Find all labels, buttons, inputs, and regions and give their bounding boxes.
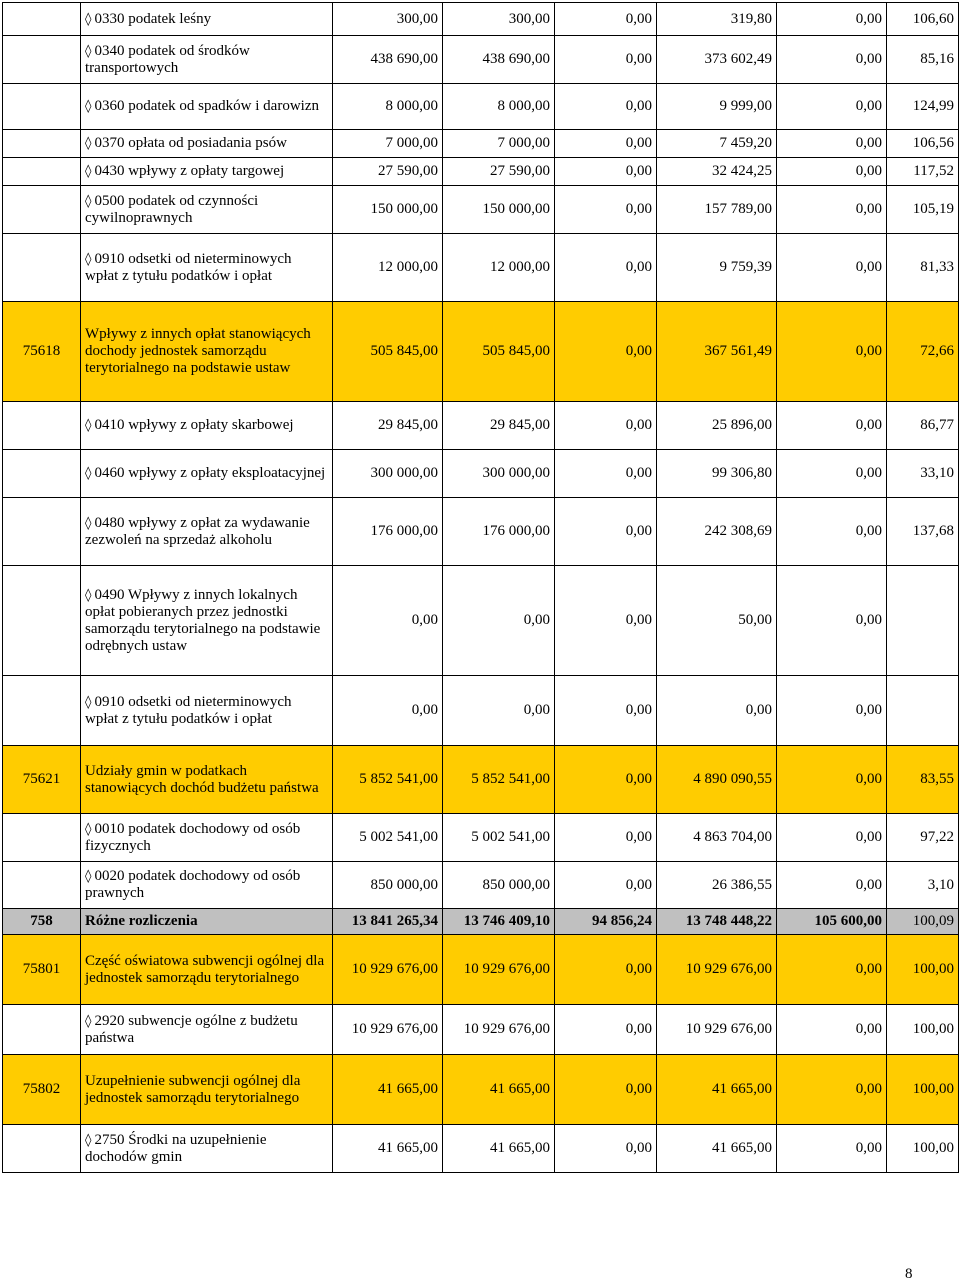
row-name: 2920 subwencje ogólne z budżetu państwa — [85, 1012, 298, 1046]
value-plan-other: 0,00 — [555, 498, 657, 566]
value-exec-other: 0,00 — [777, 3, 887, 36]
value-plan-own: 12 000,00 — [443, 234, 555, 302]
diamond-icon: ◊ — [85, 1132, 92, 1148]
dzial-code: 758 — [3, 909, 81, 935]
row-name: 0910 odsetki od nieterminowych wpłat z tytułu podatków i opłat — [85, 693, 292, 727]
dz-cell — [3, 814, 81, 862]
value-plan: 41 665,00 — [333, 1125, 443, 1173]
diamond-icon: ◊ — [85, 821, 92, 837]
value-plan: 29 845,00 — [333, 402, 443, 450]
value-plan: 176 000,00 — [333, 498, 443, 566]
value-plan-other: 0,00 — [555, 402, 657, 450]
name-cell — [81, 862, 333, 909]
value-exec-other: 0,00 — [777, 862, 887, 909]
diamond-icon: ◊ — [85, 418, 92, 433]
value-exec-other: 0,00 — [777, 234, 887, 302]
value-percent: 97,22 — [887, 814, 959, 862]
value-exec: 25 896,00 — [657, 402, 777, 450]
value-exec-other: 0,00 — [777, 1005, 887, 1055]
subsection-name: Udziały gmin w podatkach stanowiących dochód budżetu państwa — [81, 746, 333, 814]
table-row — [3, 36, 959, 84]
name-cell — [81, 3, 333, 36]
row-name: 0340 podatek od środków transportowych — [85, 42, 250, 76]
value-plan-other: 0,00 — [555, 36, 657, 84]
name-cell — [81, 450, 333, 498]
value-plan: 505 845,00 — [333, 302, 443, 402]
name-cell — [81, 498, 333, 566]
value-exec: 10 929 676,00 — [657, 1005, 777, 1055]
dz-cell — [3, 1125, 81, 1173]
value-exec: 41 665,00 — [657, 1125, 777, 1173]
value-plan: 10 929 676,00 — [333, 1005, 443, 1055]
value-plan-other: 0,00 — [555, 3, 657, 36]
value-exec-other: 0,00 — [777, 566, 887, 676]
value-percent: 137,68 — [887, 498, 959, 566]
value-percent: 124,99 — [887, 84, 959, 130]
row-name: 0010 podatek dochodowy od osób fizycznych — [85, 820, 301, 854]
value-exec: 13 748 448,22 — [657, 909, 777, 935]
value-plan: 8 000,00 — [333, 84, 443, 130]
diamond-icon: ◊ — [85, 869, 92, 884]
name-cell — [81, 186, 333, 234]
name-cell — [81, 36, 333, 84]
diamond-icon: ◊ — [85, 587, 92, 603]
name-cell — [81, 1125, 333, 1173]
dz-cell — [3, 862, 81, 909]
value-plan-other: 0,00 — [555, 234, 657, 302]
value-plan: 300,00 — [333, 3, 443, 36]
name-cell — [81, 130, 333, 158]
subsection-name: Wpływy z innych opłat stanowiących dochody jednostek samorządu terytorialnego na podstawie ustaw — [81, 302, 333, 402]
value-plan-own: 8 000,00 — [443, 84, 555, 130]
value-exec: 4 863 704,00 — [657, 814, 777, 862]
table-row — [3, 3, 959, 36]
value-percent: 72,66 — [887, 302, 959, 402]
value-percent: 117,52 — [887, 158, 959, 186]
value-exec: 0,00 — [657, 676, 777, 746]
value-percent: 83,55 — [887, 746, 959, 814]
value-plan: 10 929 676,00 — [333, 935, 443, 1005]
value-exec-other: 0,00 — [777, 450, 887, 498]
value-percent: 100,09 — [887, 909, 959, 935]
value-plan-other: 0,00 — [555, 1125, 657, 1173]
value-plan-own: 27 590,00 — [443, 158, 555, 186]
rozdzial-code: 75618 — [3, 302, 81, 402]
name-cell — [81, 402, 333, 450]
diamond-icon: ◊ — [85, 11, 92, 27]
name-cell — [81, 676, 333, 746]
table-row — [3, 566, 959, 676]
dz-cell — [3, 186, 81, 234]
dz-cell — [3, 158, 81, 186]
value-plan-other: 0,00 — [555, 814, 657, 862]
value-plan-other: 0,00 — [555, 566, 657, 676]
value-exec-other: 0,00 — [777, 676, 887, 746]
value-plan: 5 852 541,00 — [333, 746, 443, 814]
value-exec: 7 459,20 — [657, 130, 777, 158]
value-plan: 300 000,00 — [333, 450, 443, 498]
value-exec-other: 0,00 — [777, 402, 887, 450]
value-percent: 100,00 — [887, 1005, 959, 1055]
row-name: 0430 wpływy z opłaty targowej — [94, 163, 285, 179]
table-row — [3, 450, 959, 498]
value-plan: 41 665,00 — [333, 1055, 443, 1125]
value-exec: 99 306,80 — [657, 450, 777, 498]
value-plan-own: 0,00 — [443, 676, 555, 746]
table-row — [3, 84, 959, 130]
value-percent: 33,10 — [887, 450, 959, 498]
dz-cell — [3, 36, 81, 84]
diamond-icon: ◊ — [85, 466, 92, 481]
value-plan-other: 0,00 — [555, 84, 657, 130]
diamond-icon: ◊ — [85, 515, 92, 531]
table-row — [3, 186, 959, 234]
diamond-icon: ◊ — [85, 99, 92, 114]
value-exec-other: 0,00 — [777, 1125, 887, 1173]
value-exec-other: 0,00 — [777, 746, 887, 814]
row-name: 0910 odsetki od nieterminowych wpłat z tytułu podatków i opłat — [85, 250, 292, 284]
row-name: 0490 Wpływy z innych lokalnych opłat pobieranych przez jednostki samorządu terytorialnego na podstawie odrębnych ustaw — [85, 586, 321, 654]
table-row — [3, 158, 959, 186]
value-plan-other: 0,00 — [555, 302, 657, 402]
value-percent: 105,19 — [887, 186, 959, 234]
table-row — [3, 498, 959, 566]
value-plan-other: 0,00 — [555, 1005, 657, 1055]
value-exec: 157 789,00 — [657, 186, 777, 234]
value-exec-other: 0,00 — [777, 498, 887, 566]
name-cell — [81, 234, 333, 302]
value-plan: 438 690,00 — [333, 36, 443, 84]
value-plan: 27 590,00 — [333, 158, 443, 186]
value-percent: 3,10 — [887, 862, 959, 909]
value-plan-other: 94 856,24 — [555, 909, 657, 935]
value-plan-other: 0,00 — [555, 186, 657, 234]
diamond-icon: ◊ — [85, 136, 92, 151]
value-exec-other: 0,00 — [777, 1055, 887, 1125]
value-plan-own: 10 929 676,00 — [443, 1005, 555, 1055]
table-row — [3, 676, 959, 746]
value-exec-other: 0,00 — [777, 84, 887, 130]
budget-table — [2, 2, 959, 1173]
dz-cell — [3, 234, 81, 302]
value-exec: 367 561,49 — [657, 302, 777, 402]
value-plan-own: 0,00 — [443, 566, 555, 676]
value-exec-other: 0,00 — [777, 158, 887, 186]
name-cell — [81, 1005, 333, 1055]
dz-cell — [3, 3, 81, 36]
rozdzial-code: 75801 — [3, 935, 81, 1005]
value-plan-other: 0,00 — [555, 1055, 657, 1125]
value-exec: 9 759,39 — [657, 234, 777, 302]
page-number: 8 — [905, 1266, 913, 1282]
value-plan-own: 41 665,00 — [443, 1125, 555, 1173]
value-exec: 10 929 676,00 — [657, 935, 777, 1005]
value-plan: 850 000,00 — [333, 862, 443, 909]
table-row — [3, 1005, 959, 1055]
table-row — [3, 402, 959, 450]
value-plan-other: 0,00 — [555, 676, 657, 746]
value-percent: 106,60 — [887, 3, 959, 36]
name-cell — [81, 566, 333, 676]
value-exec-other: 0,00 — [777, 36, 887, 84]
value-exec: 9 999,00 — [657, 84, 777, 130]
value-plan-other: 0,00 — [555, 746, 657, 814]
section-row — [3, 909, 959, 935]
value-percent: 86,77 — [887, 402, 959, 450]
value-percent — [887, 566, 959, 676]
value-plan-other: 0,00 — [555, 935, 657, 1005]
value-exec: 319,80 — [657, 3, 777, 36]
value-percent: 85,16 — [887, 36, 959, 84]
value-percent: 81,33 — [887, 234, 959, 302]
value-plan-own: 850 000,00 — [443, 862, 555, 909]
value-plan: 0,00 — [333, 566, 443, 676]
value-plan-other: 0,00 — [555, 862, 657, 909]
dz-cell — [3, 130, 81, 158]
value-exec: 32 424,25 — [657, 158, 777, 186]
dz-cell — [3, 676, 81, 746]
row-name: 0360 podatek od spadków i darowizn — [94, 98, 319, 114]
row-name: 0500 podatek od czynności cywilnoprawnych — [85, 192, 259, 226]
diamond-icon: ◊ — [85, 251, 92, 267]
subsection-name: Część oświatowa subwencji ogólnej dla jednostek samorządu terytorialnego — [81, 935, 333, 1005]
dz-cell — [3, 402, 81, 450]
diamond-icon: ◊ — [85, 164, 92, 179]
value-exec-other: 0,00 — [777, 302, 887, 402]
value-plan-own: 438 690,00 — [443, 36, 555, 84]
value-plan: 13 841 265,34 — [333, 909, 443, 935]
value-plan-own: 13 746 409,10 — [443, 909, 555, 935]
value-exec: 242 308,69 — [657, 498, 777, 566]
value-plan-own: 300 000,00 — [443, 450, 555, 498]
rozdzial-code: 75802 — [3, 1055, 81, 1125]
row-name: 0020 podatek dochodowy od osób prawnych — [85, 868, 301, 901]
row-name: 0410 wpływy z opłaty skarbowej — [94, 417, 294, 433]
table-row — [3, 130, 959, 158]
dz-cell — [3, 84, 81, 130]
value-exec: 373 602,49 — [657, 36, 777, 84]
diamond-icon: ◊ — [85, 694, 92, 710]
value-exec-other: 105 600,00 — [777, 909, 887, 935]
dz-cell — [3, 450, 81, 498]
value-exec-other: 0,00 — [777, 186, 887, 234]
value-exec-other: 0,00 — [777, 130, 887, 158]
value-plan-own: 10 929 676,00 — [443, 935, 555, 1005]
value-exec-other: 0,00 — [777, 814, 887, 862]
value-exec: 4 890 090,55 — [657, 746, 777, 814]
rozdzial-code: 75621 — [3, 746, 81, 814]
value-plan: 150 000,00 — [333, 186, 443, 234]
value-percent — [887, 676, 959, 746]
value-plan-own: 41 665,00 — [443, 1055, 555, 1125]
row-name: 0480 wpływy z opłat za wydawanie zezwoleń na sprzedaż alkoholu — [85, 514, 310, 548]
value-plan-own: 505 845,00 — [443, 302, 555, 402]
value-plan-other: 0,00 — [555, 158, 657, 186]
name-cell — [81, 814, 333, 862]
subsection-row — [3, 302, 959, 402]
value-percent: 100,00 — [887, 1055, 959, 1125]
diamond-icon: ◊ — [85, 43, 92, 59]
value-plan-own: 150 000,00 — [443, 186, 555, 234]
value-percent: 100,00 — [887, 1125, 959, 1173]
table-row — [3, 814, 959, 862]
diamond-icon: ◊ — [85, 193, 92, 209]
value-plan: 12 000,00 — [333, 234, 443, 302]
subsection-row — [3, 1055, 959, 1125]
name-cell — [81, 158, 333, 186]
dz-cell — [3, 498, 81, 566]
value-percent: 106,56 — [887, 130, 959, 158]
value-plan-own: 176 000,00 — [443, 498, 555, 566]
name-cell — [81, 84, 333, 130]
row-name: 0460 wpływy z opłaty eksploatacyjnej — [94, 465, 326, 481]
diamond-icon: ◊ — [85, 1013, 92, 1029]
subsection-row — [3, 746, 959, 814]
table-row — [3, 234, 959, 302]
subsection-row — [3, 935, 959, 1005]
value-plan-other: 0,00 — [555, 130, 657, 158]
value-exec: 50,00 — [657, 566, 777, 676]
value-exec: 26 386,55 — [657, 862, 777, 909]
value-plan: 5 002 541,00 — [333, 814, 443, 862]
value-plan-own: 5 852 541,00 — [443, 746, 555, 814]
subsection-name: Uzupełnienie subwencji ogólnej dla jednostek samorządu terytorialnego — [81, 1055, 333, 1125]
value-plan: 0,00 — [333, 676, 443, 746]
value-plan-other: 0,00 — [555, 450, 657, 498]
value-exec-other: 0,00 — [777, 935, 887, 1005]
dz-cell — [3, 1005, 81, 1055]
row-name: 0330 podatek leśny — [94, 10, 212, 27]
dz-cell — [3, 566, 81, 676]
row-name: 2750 Środki na uzupełnienie dochodów gmin — [85, 1131, 267, 1165]
value-plan-own: 29 845,00 — [443, 402, 555, 450]
value-exec: 41 665,00 — [657, 1055, 777, 1125]
value-plan-own: 300,00 — [443, 3, 555, 36]
value-plan-own: 5 002 541,00 — [443, 814, 555, 862]
value-plan-own: 7 000,00 — [443, 130, 555, 158]
value-percent: 100,00 — [887, 935, 959, 1005]
row-name: 0370 opłata od posiadania psów — [94, 135, 287, 151]
table-row — [3, 862, 959, 909]
value-plan: 7 000,00 — [333, 130, 443, 158]
table-row — [3, 1125, 959, 1173]
section-name: Różne rozliczenia — [81, 909, 333, 935]
